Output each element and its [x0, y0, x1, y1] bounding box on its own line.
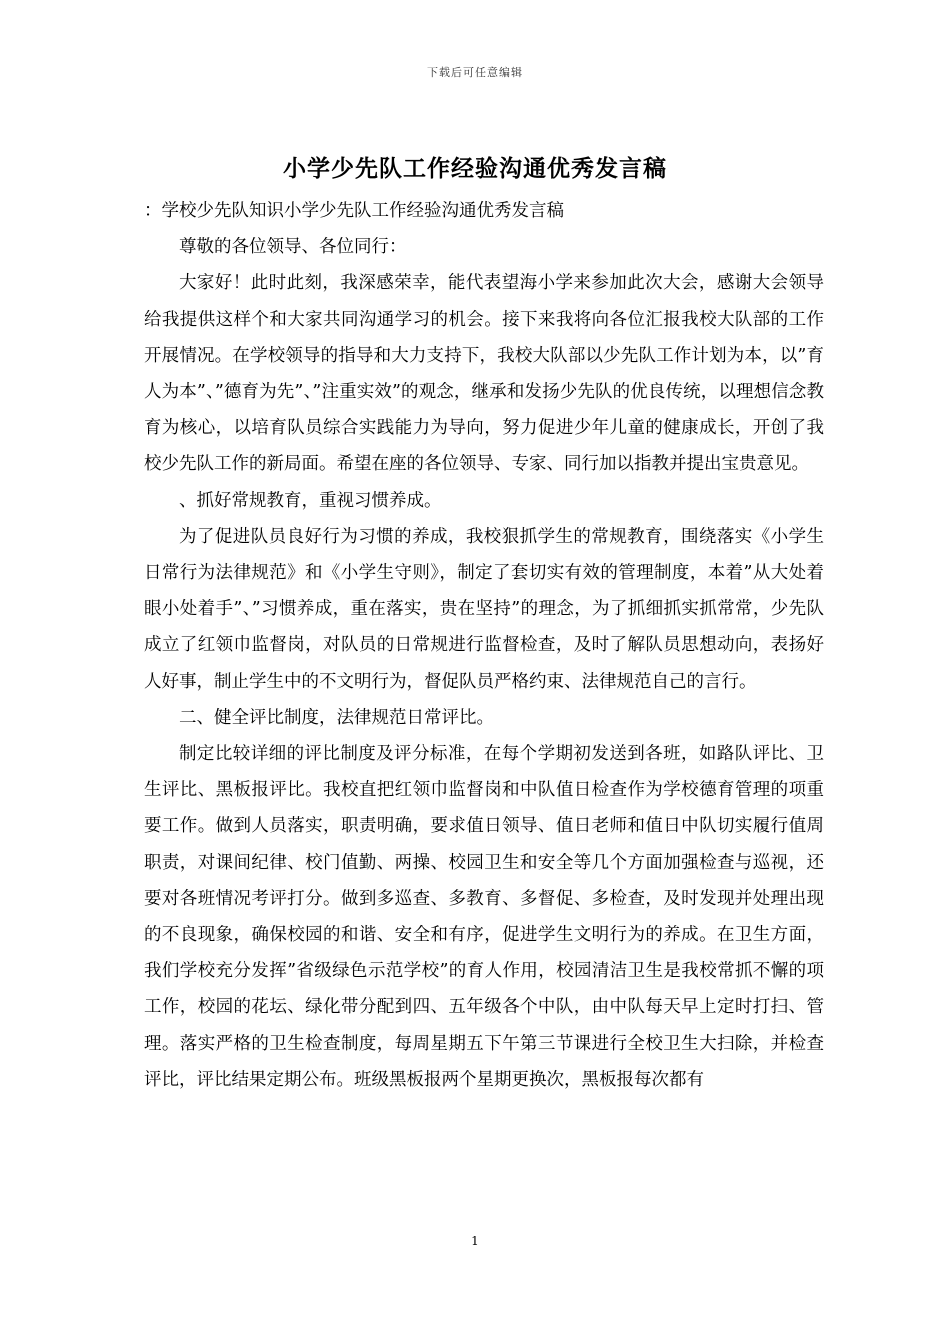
document-title: 小学少先队工作经验沟通优秀发言稿	[283, 155, 667, 182]
section-heading-1: 、抓好常规教育，重视习惯养成。	[179, 490, 442, 511]
page-number: 1	[471, 1234, 479, 1248]
paragraph-section-1: 为了促进队员良好行为习惯的养成，我校狠抓学生的常规教育，围绕落实《小学生日常行为法律规范》和《小学生守则》，制定了套切实有效的管理制度，本着”从大处着眼小处着手”、”习惯养成，重在落实，贵在坚持”的理念，为了抓细抓实抓常常，少先队成立了红领巾监督岗，对队员的日常规进行监督检查，及时了解队员思想动向，表扬好人好事，制止学生中的不文明行为，督促队员严格约束、法律规范自己的言行。	[144, 526, 824, 692]
document-body	[144, 193, 824, 1098]
paragraph-salutation: 尊敬的各位领导、各位同行：	[179, 237, 407, 258]
paragraph-intro: 大家好！此时此刻，我深感荣幸，能代表望海小学来参加此次大会，感谢大会领导给我提供这样个和大家共同沟通学习的机会。接下来我将向各位汇报我校大队部的工作开展情况。在学校领导的指导和大力支持下，我校大队部以少先队工作计划为本，以”育人为本”、”德育为先”、”注重实效”的观念，继承和发扬少先队的优良传统，以理想信念教育为核心，以培育队员综合实践能力为导向，努力促进少年儿童的健康成长，开创了我校少先队工作的新局面。希望在座的各位领导、专家、同行加以指教并提出宝贵意见。	[144, 273, 824, 475]
paragraph-section-2: 制定比较详细的评比制度及评分标准，在每个学期初发送到各班，如路队评比、卫生评比、黑板报评比。我校直把红领巾监督岗和中队值日检查作为学校德育管理的项重要工作。做到人员落实，职责明确，要求值日领导、值日老师和值日中队切实履行值周职责，对课间纪律、校门值勤、两操、校园卫生和安全等几个方面加强检查与巡视，还要对各班情况考评打分。做到多巡查、多教育、多督促、多检查，及时发现并处理出现的不良现象，确保校园的和谐、安全和有序，促进学生文明行为的养成。在卫生方面，我们学校充分发挥”省级绿色示范学校”的育人作用，校园清洁卫生是我校常抓不懈的项工作，校园的花坛、绿化带分配到四、五年级各个中队，由中队每天早上定时打扫、管理。落实严格的卫生检查制度，每周星期五下午第三节课进行全校卫生大扫除，并检查评比，评比结果定期公布。班级黑板报两个星期更换次，黑板报每次都有	[144, 744, 824, 1090]
header-note: 下载后可任意编辑	[427, 66, 523, 79]
section-heading-2: 二、健全评比制度，法律规范日常评比。	[179, 707, 494, 728]
paragraph-source: ：学校少先队知识小学少先队工作经验沟通优秀发言稿	[144, 201, 564, 221]
